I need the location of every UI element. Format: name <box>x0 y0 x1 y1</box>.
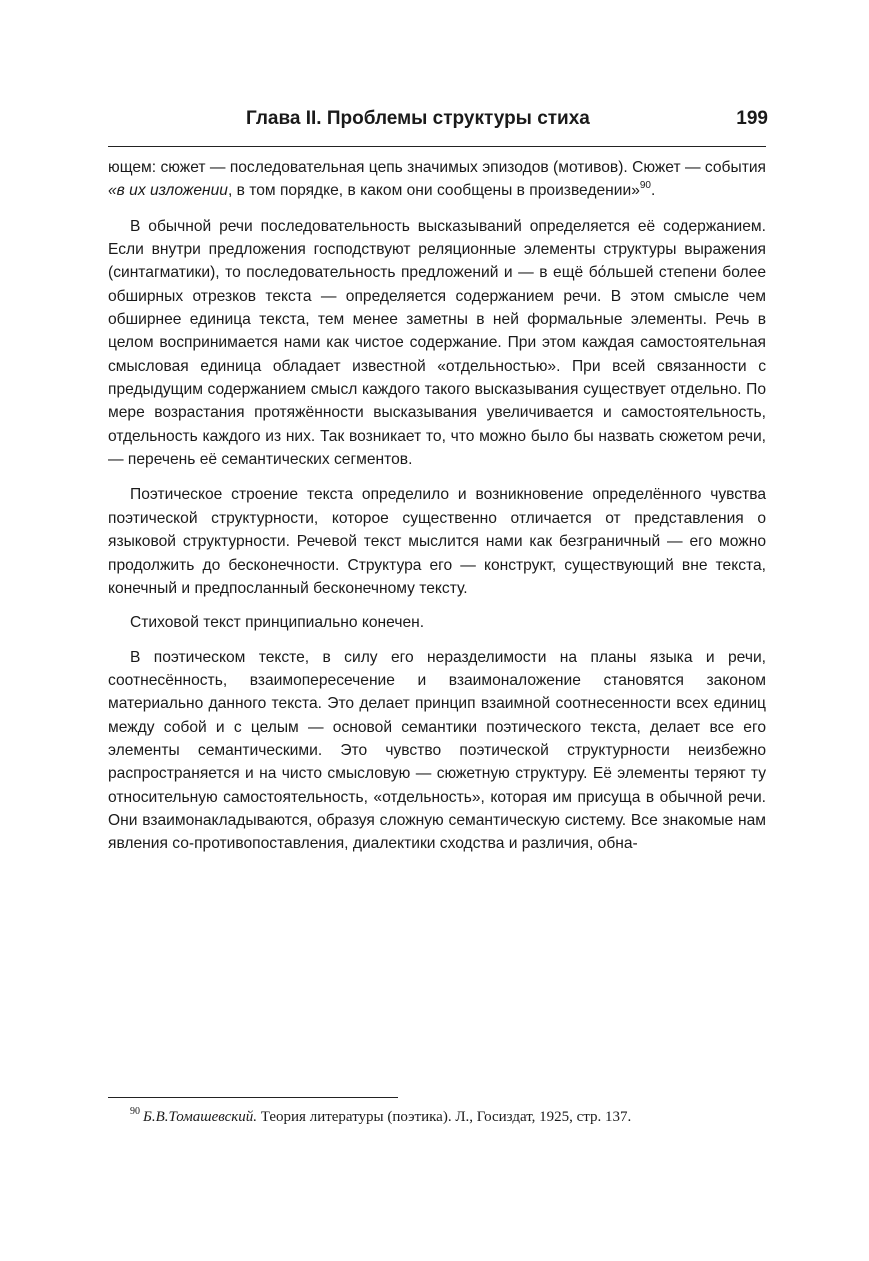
paragraph-5: В поэтическом тексте, в силу его неразделимости на планы языка и речи, соотнесённость, взаимопересечение и взаимоналожение становятся законом материально данного текста. Это делает принцип взаимной соотнесенности всех единиц между собой и с целым — основой семантики поэтического текста, делает все его элементы семантическими. Это чувство поэтической структурности неизбежно распространяется и на чисто смысловую — сюжетную структуру. Её элементы теряют ту относительную самостоятельность, «отдельность», которая им присуща в обычной речи. Они взаимонакладываются, образуя сложную семантическую систему. Все знакомые нам явления со-противопоставления, диалектики сходства и различия, обна- <box>108 648 766 853</box>
paragraph-1-text-end: , в том порядке, в каком они сообщены в произведении» <box>227 182 640 200</box>
footnote-text: Теория литературы (поэтика). Л., Госиздат, 1925, стр. 137. <box>260 1109 632 1125</box>
paragraph-2: В обычной речи последовательность высказываний определяется её содержанием. Если внутри предложения господствуют реляционные элементы структуры выражения (синтагматики), то последовательность предложений и — в ещё бо́льшей степени более обширных отрезков текста — определяется содержанием речи. В этом смысле чем обширнее единица текста, тем менее заметны в ней формальные элементы. Речь в целом воспринимается нами как чистое содержание. При этом каждая самостоятельная смысловая единица обладает известной «отдельностью». При всей связанности с предыдущим содержанием смысл каждого такого высказывания существует отдельно. По мере возрастания протяжённости высказывания увеличивается и самостоятельность, отдельность каждого из них. Так возникает то, что можно было бы назвать сюжетом речи, — перечень её семантических сегментов. <box>108 217 766 469</box>
footnote-marker: 90 <box>130 1106 140 1117</box>
footnote-author: Б.В.Томашевский. <box>143 1109 258 1125</box>
paragraph-1-text: ющем: сюжет — последовательная цепь значимых эпизодов (мотивов). Сюжет — события <box>108 159 766 176</box>
footnote-rule <box>108 1097 398 1098</box>
paragraph-4: Стиховой текст принципиально конечен. <box>130 614 425 632</box>
footnote <box>108 1106 766 1128</box>
paragraph-continued <box>108 156 766 203</box>
paragraph-1-period: . <box>651 182 656 200</box>
footnote-ref[interactable]: 90 <box>639 180 651 192</box>
paragraph-3: Поэтическое строение текста определило и возникновение определённого чувства поэтической структурности, которое существенно отличается от представления о языковой структурности. Речевой текст мыслится нами как безграничный — его можно продолжить до бесконечности. Структура его — конструкт, существующий вне текста, конечный и предпосланный бесконечному тексту. <box>108 486 766 597</box>
header-rule <box>108 146 766 147</box>
chapter-title: Глава II. Проблемы структуры стиха <box>246 108 590 129</box>
page-number: 199 <box>736 108 768 129</box>
body-text <box>108 156 766 856</box>
emphasis-quote: «в их изложении <box>108 182 228 200</box>
